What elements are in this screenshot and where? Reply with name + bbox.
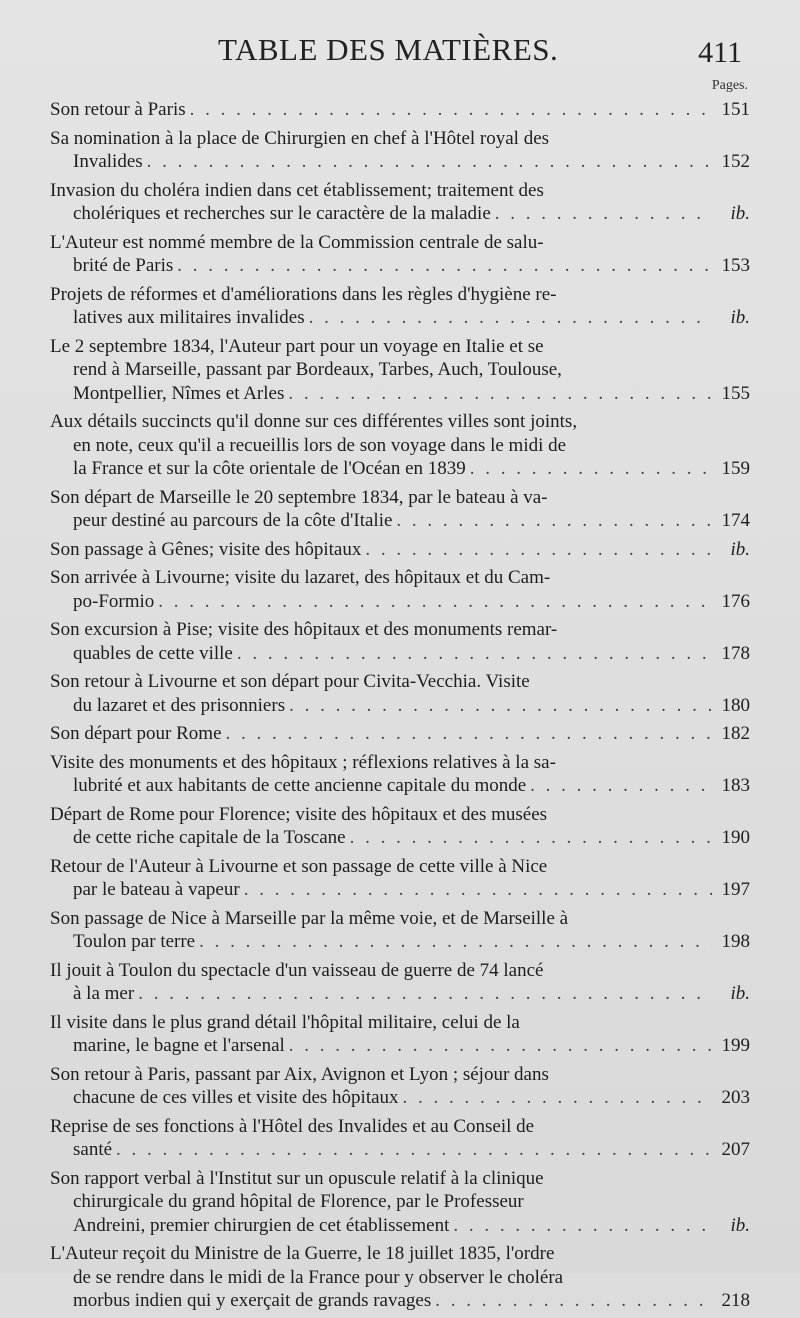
dot-leader (495, 202, 712, 226)
dot-leader (453, 1214, 712, 1238)
toc-entry-page: 155 (721, 382, 750, 404)
toc-entry-text: Son passage de Nice à Marseille par la même voie, et de Marseille à (50, 907, 569, 929)
toc-entry-text: Invasion du choléra indien dans cet établissement; traitement des (50, 179, 544, 201)
toc-entry-text: chirurgicale du grand hôpital de Florence, par le Professeur (73, 1191, 524, 1212)
toc-entry-text: Aux détails succincts qu'il donne sur ces différentes villes sont joints, (50, 411, 578, 432)
toc-entry-text: Retour de l'Auteur à Livourne et son passage de cette ville à Nice (50, 855, 548, 877)
toc-entry-text: par le bateau à vapeur (73, 879, 240, 900)
dot-leader (396, 509, 712, 533)
toc-entry-text: Visite des monuments et des hôpitaux ; réflexions relatives à la sa- (50, 751, 556, 773)
toc-entry (50, 410, 750, 481)
toc-entry-text: du lazaret et des prisonniers (73, 694, 286, 716)
toc-entry-text: santé (73, 1139, 113, 1160)
dot-leader (138, 982, 712, 1006)
dot-leader (158, 590, 712, 614)
toc-entry (50, 907, 750, 954)
dot-leader (309, 306, 712, 330)
toc-entry-last-line (50, 1034, 750, 1058)
toc-entry-text: Son retour à Paris, passant par Aix, Avignon et Lyon ; séjour dans (50, 1063, 549, 1085)
toc-entry-last-line (50, 457, 750, 481)
dot-leader (116, 1138, 712, 1162)
toc-entry (50, 566, 750, 613)
toc-entry-text: marine, le bagne et l'arsenal (73, 1035, 285, 1056)
toc-entry-text: brité de Paris (73, 255, 174, 276)
toc-entry-last-line (50, 382, 750, 406)
toc-entry-last-line (50, 982, 750, 1006)
toc-entry-text: Son passage à Gênes; visite des hôpitaux (50, 538, 362, 560)
toc-entry-last-line (50, 930, 750, 954)
dot-leader (530, 774, 712, 798)
toc-entry-text: Son départ de Marseille le 20 septembre 1834, par le bateau à va- (50, 486, 548, 508)
toc-entry-last-line (50, 774, 750, 798)
toc-entry-last-line (50, 1289, 750, 1313)
toc-entry-last-line (50, 538, 750, 562)
toc-entry-text: peur destiné au parcours de la côte d'Italie (73, 510, 393, 531)
toc-entry-last-line (50, 98, 750, 122)
toc-entry-text: lubrité et aux habitants de cette ancienne capitale du monde (73, 775, 527, 796)
dot-leader (289, 694, 712, 718)
toc-entry-text: rend à Marseille, passant par Bordeaux, Tarbes, Auch, Toulouse, (73, 359, 562, 380)
toc-entry-text: chacune de ces villes et visite des hôpitaux (73, 1087, 399, 1108)
toc-entry-last-line (50, 150, 750, 174)
toc-entry-page: 197 (721, 879, 750, 900)
toc-entry (50, 1011, 750, 1058)
toc-entry-text: Son retour à Paris (50, 99, 186, 120)
toc-entry-page: ib. (730, 538, 750, 560)
toc-entry-last-line (50, 1138, 750, 1162)
dot-leader (350, 826, 712, 850)
dot-leader (365, 538, 712, 562)
toc-entry-text: à la mer (73, 983, 135, 1004)
toc-entry (50, 283, 750, 330)
toc-entry-last-line (50, 878, 750, 902)
toc-entry (50, 1115, 750, 1162)
toc-entry (50, 670, 750, 717)
toc-entry-page: 151 (721, 99, 750, 120)
toc-entry-page: 152 (721, 151, 750, 172)
toc-entry (50, 538, 750, 562)
toc-entry-text: L'Auteur reçoit du Ministre de la Guerre, le 18 juillet 1835, l'ordre (50, 1243, 555, 1264)
dot-leader (177, 254, 712, 278)
toc-entry-page: ib. (730, 307, 750, 328)
toc-entry-text: la France et sur la côte orientale de l'Océan en 1839 (73, 458, 466, 479)
toc-entry-text: Sa nomination à la place de Chirurgien en chef à l'Hôtel royal des (50, 127, 550, 149)
dot-leader (288, 382, 712, 406)
toc-entry-text: de cette riche capitale de la Toscane (73, 827, 346, 848)
page-header (0, 32, 800, 76)
pages-column-label: Pages. (711, 78, 748, 93)
toc-entry (50, 722, 750, 746)
toc-entry (50, 855, 750, 902)
toc-entry (50, 98, 750, 122)
toc-entry-last-line (50, 826, 750, 850)
toc-entry (50, 959, 750, 1006)
toc-entry-page: 199 (721, 1035, 750, 1056)
page-number: 411 (698, 36, 742, 69)
toc-entry-text: quables de cette ville (73, 642, 233, 664)
toc-entry (50, 1063, 750, 1110)
toc-entry-text: po-Formio (73, 590, 155, 612)
toc-entry-page: 178 (721, 642, 750, 664)
toc-entry-page: 198 (721, 931, 750, 952)
dot-leader (199, 930, 712, 954)
dot-leader (289, 1034, 712, 1058)
toc-entry-text: L'Auteur est nommé membre de la Commission centrale de salu- (50, 231, 544, 253)
toc-entry-text: Son excursion à Pise; visite des hôpitaux et des monuments remar- (50, 619, 558, 640)
toc-entry-last-line (50, 1214, 750, 1238)
toc-entry-text: Invalides (73, 151, 143, 172)
table-of-contents (50, 98, 750, 1318)
dot-leader (403, 1086, 712, 1110)
toc-entry-text: Le 2 septembre 1834, l'Auteur part pour un voyage en Italie et se (50, 335, 544, 357)
toc-entry-text: Il visite dans le plus grand détail l'hôpital militaire, celui de la (50, 1011, 520, 1033)
toc-entry-text: Projets de réformes et d'améliorations dans les règles d'hygiène re- (50, 283, 557, 305)
toc-entry-text: Toulon par terre (73, 931, 196, 952)
toc-entry (50, 127, 750, 174)
toc-entry-page: 159 (721, 458, 750, 479)
toc-entry-last-line (50, 590, 750, 614)
dot-leader (470, 457, 712, 481)
toc-entry-last-line (50, 202, 750, 226)
toc-entry-last-line (50, 642, 750, 666)
toc-entry-page: ib. (730, 203, 750, 224)
toc-entry (50, 179, 750, 226)
toc-entry-last-line (50, 306, 750, 330)
dot-leader (435, 1289, 712, 1313)
dot-leader (244, 878, 712, 902)
toc-entry-last-line (50, 509, 750, 533)
toc-entry-page: 182 (721, 723, 750, 744)
toc-entry (50, 1167, 750, 1238)
toc-entry-page: 218 (721, 1290, 750, 1311)
toc-entry (50, 803, 750, 850)
toc-entry-last-line (50, 254, 750, 278)
toc-entry-page: 190 (721, 827, 750, 848)
toc-entry-text: Reprise de ses fonctions à l'Hôtel des Invalides et au Conseil de (50, 1115, 535, 1137)
toc-entry (50, 1242, 750, 1313)
dot-leader (226, 722, 712, 746)
toc-entry-text: en note, ceux qu'il a recueillis lors de son voyage dans le midi de (73, 434, 567, 456)
dot-leader (190, 98, 712, 122)
toc-entry-text: cholériques et recherches sur le caractère de la maladie (73, 203, 491, 224)
toc-entry-page: 153 (721, 255, 750, 276)
toc-entry-last-line (50, 1086, 750, 1110)
toc-entry-text: Il jouit à Toulon du spectacle d'un vaisseau de guerre de 74 lancé (50, 959, 544, 981)
toc-entry (50, 751, 750, 798)
toc-entry-text: de se rendre dans le midi de la France pour y observer le choléra (73, 1266, 564, 1288)
toc-entry-page: 174 (721, 510, 750, 531)
toc-entry (50, 231, 750, 278)
toc-entry-last-line (50, 694, 750, 718)
toc-entry-page: 176 (721, 590, 750, 612)
toc-entry-page: 207 (721, 1139, 750, 1160)
toc-entry-text: Montpellier, Nîmes et Arles (73, 382, 285, 404)
toc-entry-text: Son retour à Livourne et son départ pour Civita-Vecchia. Visite (50, 671, 530, 692)
toc-entry-page: ib. (730, 1214, 750, 1236)
toc-entry-page: 180 (721, 694, 750, 716)
toc-entry-page: 203 (721, 1087, 750, 1108)
toc-entry-text: Départ de Rome pour Florence; visite des hôpitaux et des musées (50, 803, 548, 825)
toc-entry-text: Son arrivée à Livourne; visite du lazaret, des hôpitaux et du Cam- (50, 567, 551, 588)
toc-entry-text: Son départ pour Rome (50, 723, 222, 744)
toc-entry-last-line (50, 722, 750, 746)
toc-entry (50, 618, 750, 665)
page-title: TABLE DES MATIÈRES. (218, 32, 559, 67)
toc-entry-text: Son rapport verbal à l'Institut sur un opuscule relatif à la clinique (50, 1167, 544, 1189)
toc-entry-text: latives aux militaires invalides (73, 307, 305, 328)
toc-entry-page: ib. (730, 983, 750, 1004)
toc-entry (50, 486, 750, 533)
toc-entry-text: Andreini, premier chirurgien de cet établissement (73, 1214, 450, 1236)
toc-entry-page: 183 (721, 775, 750, 796)
dot-leader (237, 642, 712, 666)
toc-entry (50, 335, 750, 406)
toc-entry-text: morbus indien qui y exerçait de grands ravages (73, 1290, 432, 1311)
dot-leader (147, 150, 712, 174)
